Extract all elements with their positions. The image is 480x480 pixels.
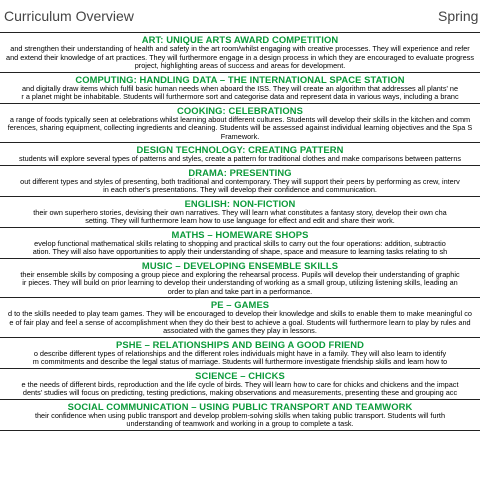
- subject-title: PE – GAMES: [210, 299, 270, 310]
- curriculum-sections: [0, 33, 480, 431]
- subject-title: DESIGN TECHNOLOGY: CREATING PATTERN: [136, 144, 344, 155]
- description-line: m commitments and describe the legal status of marriage. Students will furthermore investigate friendship skills and learn how to: [32, 357, 448, 366]
- subject-title: PSHE – RELATIONSHIPS AND BEING A GOOD FRIEND: [116, 338, 364, 350]
- term-label: Spring: [438, 8, 479, 24]
- subject-description: [0, 178, 480, 195]
- description-line: setting. They will furthermore learn how to use language for effect and edit and share their work.: [85, 216, 395, 225]
- description-line: ferences, sharing equipment, collecting ingredients and cleaning. Students will be assessed against individual learning objectives and the Spa S: [7, 123, 473, 132]
- description-line: and extend their knowledge of art practices. They will furthermore engage in a design process in which they are encouraged to evaluate progress: [6, 52, 474, 62]
- description-line: order to plan and take part in a performance.: [167, 286, 313, 296]
- description-line: and strengthen their understanding of health and safety in the art room/whilst engaging with creative processes. They will experience and refer: [10, 45, 470, 53]
- subject-description: [0, 271, 480, 297]
- description-line: associated with the games they play in lessons.: [163, 326, 317, 335]
- subject-title: COMPUTING: HANDLING DATA – THE INTERNATIONAL SPACE STATION: [75, 73, 405, 85]
- description-line: o describe different types of relationships and the different roles individuals might have in a family. They will also learn to identify: [33, 349, 447, 358]
- description-line: their confidence when using public transport and develop problem-solving skills when taking public transport. Students will furth: [34, 411, 446, 420]
- description-line: e the needs of different birds, reproduction and the life cycle of birds. They will learn how to care for chicks and chickens and the impact: [21, 380, 459, 389]
- description-line: their own superhero stories, devising their own narratives. They will learn what constitutes a fantasy story, develop their own cha: [33, 208, 447, 217]
- description-line: project, highlighting areas of success and areas for development.: [134, 61, 346, 70]
- description-line: dents' studies will focus on predicting, testing predictions, making observations and measurements, presenting these and grouping acc: [22, 388, 458, 397]
- subject-title: COOKING: CELEBRATIONS: [177, 104, 303, 116]
- subject-section: [0, 369, 480, 400]
- description-line: in each other's presentations. They will develop their confidence and communication.: [103, 185, 377, 194]
- description-line: students will explore several types of patterns and styles, create a pattern for traditional clothes and make comparisons between patterns: [18, 155, 462, 163]
- description-line: evelop functional mathematical skills relating to shopping and practical skills to carry out the four operations: addition, subtractio: [34, 239, 446, 248]
- description-line: ation. They will also have opportunities to apply their understanding of shape, space and measure to learning tasks relating to sh: [32, 247, 448, 256]
- subject-title: SOCIAL COMMUNICATION – USING PUBLIC TRANSPORT AND TEAMWORK: [67, 400, 413, 412]
- subject-section: [0, 166, 480, 197]
- description-line: r a planet might be inhabitable. Students will furthermore sort and categorise data and represent data in various ways, including a branc: [21, 92, 459, 101]
- subject-title: DRAMA: PRESENTING: [188, 166, 292, 178]
- description-line: and digitally draw items which fulfil basic human needs when aboard the ISS. They will create an algorithm that addresses all plants' ne: [21, 84, 459, 93]
- subject-section: [0, 104, 480, 144]
- subject-section: [0, 298, 480, 338]
- subject-section: [0, 259, 480, 299]
- page-title: Curriculum Overview: [4, 8, 134, 24]
- subject-description: [0, 155, 480, 164]
- page-header: [0, 0, 480, 33]
- subject-description: [0, 350, 480, 367]
- subject-section: [0, 73, 480, 104]
- subject-section: [0, 197, 480, 228]
- subject-title: ART: UNIQUE ARTS AWARD COMPETITION: [141, 34, 339, 45]
- subject-title: SCIENCE – CHICKS: [195, 369, 285, 381]
- subject-title: MUSIC – DEVELOPING ENSEMBLE SKILLS: [141, 259, 339, 271]
- subject-description: [0, 45, 480, 71]
- description-line: out different types and styles of presenting, both traditional and contemporary. They will support their peers by performing as crew, interv: [20, 177, 460, 186]
- description-line: their ensemble skills by composing a group piece and exploring the rehearsal process. Pupils will develop their understanding of graphic: [20, 270, 460, 279]
- description-line: d to the skills needed to play team games. They will be encouraged to develop their knowledge and skills to enable them to make meaningful co: [8, 310, 472, 318]
- subject-section: [0, 33, 480, 73]
- subject-description: [0, 209, 480, 226]
- description-line: e of fair play and feel a sense of accomplishment when they do their best to achieve a goal. Students will furthermore learn to play by rules and: [9, 317, 471, 327]
- subject-section: [0, 143, 480, 166]
- description-line: Framework.: [220, 131, 260, 141]
- subject-description: [0, 412, 480, 429]
- subject-section: [0, 338, 480, 369]
- description-line: a range of foods typically seen at celebrations whilst learning about different cultures. Students will develop their skills in the kitchen and comm: [9, 115, 471, 124]
- description-line: understanding of teamwork and working in a group to complete a task.: [126, 419, 354, 428]
- subject-description: [0, 310, 480, 336]
- subject-section: [0, 228, 480, 259]
- subject-description: [0, 240, 480, 257]
- subject-description: [0, 116, 480, 142]
- subject-title: MATHS – HOMEWARE SHOPS: [171, 228, 309, 240]
- subject-description: [0, 85, 480, 102]
- subject-section: [0, 400, 480, 431]
- subject-title: ENGLISH: NON-FICTION: [184, 197, 296, 209]
- description-line: ir pieces. They will build on prior learning to develop their understanding of working as a small group, utilizing listening skills, leading an: [22, 278, 458, 287]
- subject-description: [0, 381, 480, 398]
